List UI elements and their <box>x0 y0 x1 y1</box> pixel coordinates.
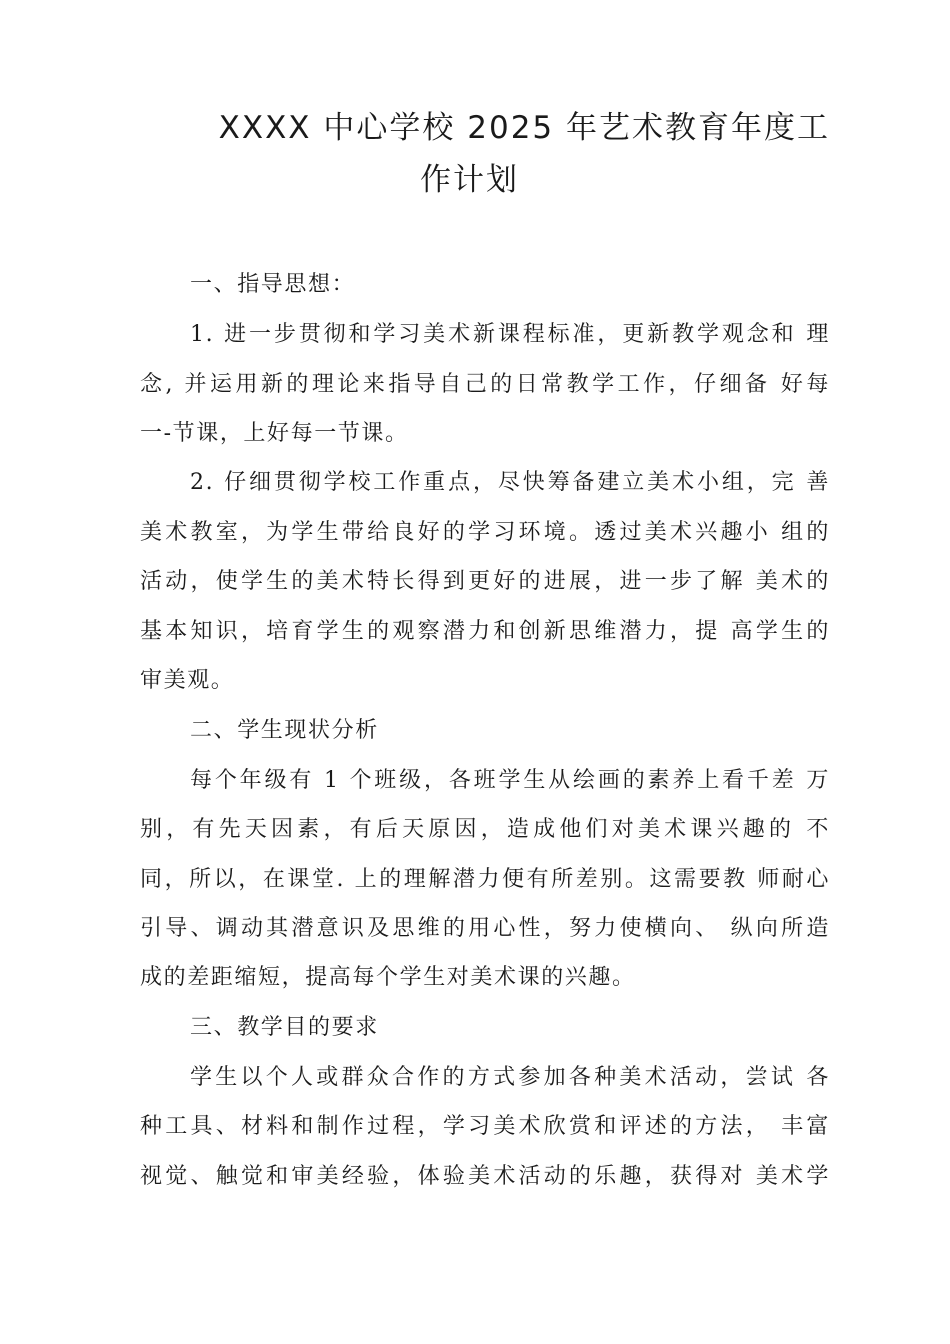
section-heading-guiding-ideology: 一、指导思想： <box>190 272 356 297</box>
document-title-line-1: XXXX 中心学校 2025 年艺术教育年度工 <box>218 110 830 146</box>
document-title-line-2: 作计划 <box>420 162 519 198</box>
paragraph-line: 视觉、触觉和审美经验，体验美术活动的乐趣，获得对 美术学 <box>140 1164 830 1189</box>
paragraph-line: 活动，使学生的美术特长得到更好的进展，进一步了解 美术的 <box>140 569 830 594</box>
paragraph-line: 一-节课，上好每一节课。 <box>140 421 409 446</box>
paragraph-line: 2. 仔细贯彻学校工作重点，尽快筹备建立美术小组，完 善 <box>190 470 830 495</box>
paragraph-line: 成的差距缩短，提高每个学生对美术课的兴趣。 <box>140 965 636 990</box>
section-heading-teaching-goals: 三、教学目的要求 <box>190 1015 379 1040</box>
paragraph-line: 审美观。 <box>140 668 235 693</box>
paragraph-line: 每个年级有 1 个班级，各班学生从绘画的素养上看千差 万 <box>190 768 830 793</box>
paragraph-line: 美术教室，为学生带给良好的学习环境。透过美术兴趣小 组的 <box>140 520 830 545</box>
paragraph-line: 念, 并运用新的理论来指导自己的日常教学工作，仔细备 好每 <box>140 372 830 397</box>
paragraph-line: 1. 进一步贯彻和学习美术新课程标准，更新教学观念和 理 <box>190 322 830 347</box>
paragraph-line: 种工具、材料和制作过程，学习美术欣赏和评述的方法， 丰富 <box>140 1114 830 1139</box>
paragraph-line: 别，有先天因素，有后天原因，造成他们对美术课兴趣的 不 <box>140 817 830 842</box>
section-heading-student-analysis: 二、学生现状分析 <box>190 718 379 743</box>
paragraph-line: 学生以个人或群众合作的方式参加各种美术活动，尝试 各 <box>190 1065 830 1090</box>
paragraph-line: 引导、调动其潜意识及思维的用心性，努力使横向、 纵向所造 <box>140 916 830 941</box>
paragraph-line: 基本知识，培育学生的观察潜力和创新思维潜力，提 高学生的 <box>140 619 830 644</box>
paragraph-line: 同，所以，在课堂. 上的理解潜力便有所差别。这需要教 师耐心 <box>140 867 830 892</box>
